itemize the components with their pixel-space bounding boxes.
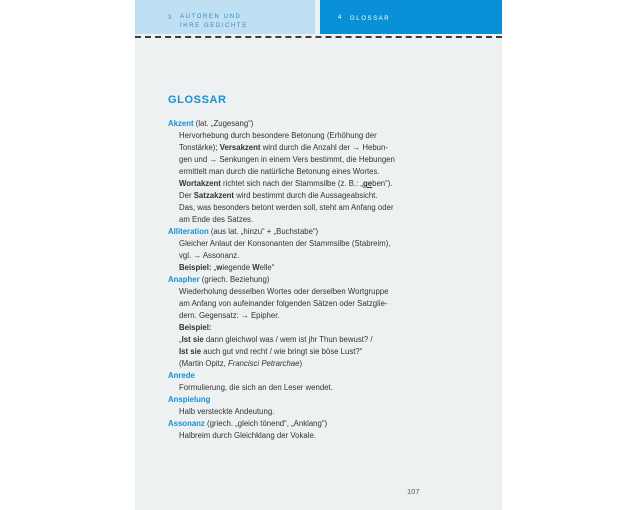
text-span: Hebun- [360,143,388,152]
text-span: Tonstärke); [179,143,218,152]
text-span: Assonanz. [201,251,240,260]
definition-line: Halb versteckte Andeutung. [179,407,275,416]
text-span: ben“). [372,179,393,188]
definition-line [168,154,488,166]
header-divider [135,36,502,38]
term-origin: (aus lat. „hinzu“ + „Buchstabe“) [208,227,319,236]
glossary-entry-alliteration [168,226,488,238]
glossary-entry-anapher [168,274,488,286]
text-span: Epipher. [248,311,280,320]
chapter-tab-number: 4 [338,15,343,21]
glossary-term: Anspielung [168,395,211,404]
text-span: iegende [222,263,253,272]
definition-line: Formulierung, die sich an den Leser wendet. [179,383,333,392]
arrow-icon: → [240,311,249,320]
definition-line: am Ende des Satzes. [179,215,254,224]
definition-line [168,334,488,346]
definition-line: am Anfang von aufeinander folgenden Sätzen oder Satzglie- [179,299,388,308]
text-span: dern. Gegensatz: [179,311,241,320]
page-title: GLOSSAR [168,94,227,106]
text-span: dann gleichwol was / wem ist jhr Thun bewust? / [203,335,373,344]
glossary-entry-assonanz [168,418,488,430]
text-span: elle“ [259,263,275,272]
chapter-tab-title-line1: AUTOREN UND [180,14,242,20]
alliteration-letter: W [252,263,260,272]
term-origin: (griech. Beziehung) [199,275,270,284]
definition-line: Halbreim durch Gleichklang der Vokale. [179,431,316,440]
text-span: Der [179,191,194,200]
text-span: „ [179,335,182,344]
definition-line [168,250,488,262]
bold-term: Wortakzent [179,179,221,188]
term-origin: (lat. „Zugesang“) [193,119,254,128]
page-number: 107 [407,487,420,496]
glossary-entry-akzent [168,118,488,130]
example-label: Beispiel: [179,263,212,272]
alliteration-letter: w [216,263,223,272]
arrow-icon: → [193,251,202,260]
definition-line [168,346,488,358]
chapter-tab-4[interactable] [320,0,502,34]
glossary-term: Akzent [168,119,194,128]
work-title: Francisci Petrarchae [227,359,300,368]
text-span: Senkungen in einem Vers bestimmt, die Hebungen [217,155,395,164]
book-page [135,0,502,510]
text-span: vgl. [179,251,194,260]
glossary-term: Alliteration [168,227,209,236]
arrow-icon: → [352,143,361,152]
text-span: wird durch die Anzahl der [260,143,353,152]
arrow-icon: → [209,155,218,164]
definition-line [168,178,488,190]
glossary-term: Anapher [168,275,200,284]
term-origin: (griech. „gleich tönend“, „Anklang“) [204,419,328,428]
definition-line: Hervorhebung durch besondere Betonung (Erhöhung der [179,131,377,140]
example-label: Beispiel: [179,323,212,332]
definition-line [168,310,488,322]
definition-line: ermittelt man durch die natürliche Betonung eines Wortes. [179,167,380,176]
chapter-tab-title-line2: IHRE GEDICHTE [180,23,248,29]
stressed-syllable: ge [363,179,373,188]
definition-line: Gleicher Anlaut der Konsonanten der Stammsilbe (Stabreim), [179,239,391,248]
glossary-entry-anspielung [168,394,488,406]
definition-line [168,190,488,202]
bold-term: Ist sie [181,335,204,344]
text-span: ) [299,359,303,368]
definition-line: Das, was besonders betont werden soll, steht am Anfang oder [179,203,394,212]
chapter-tab-number: 3 [168,15,173,21]
text-span: „ [211,263,217,272]
bold-term: Satzakzent [193,191,235,200]
glossary-entry-anrede [168,370,488,382]
chapter-tab-3[interactable] [135,0,315,34]
text-span: (Martin Opitz, [179,359,228,368]
definition-line: Wiederholung desselben Wortes oder derselben Wortgruppe [179,287,389,296]
chapter-tab-title: GLOSSAR [350,16,391,22]
bold-term: Versakzent [219,143,261,152]
definition-line [168,358,488,370]
glossary-term: Assonanz [168,419,205,428]
definition-line [168,142,488,154]
glossary-term: Anrede [168,371,195,380]
text-span: richtet sich nach der Stammsilbe (z. B.: „ [220,179,364,188]
definition-line [168,262,488,274]
text-span: wird bestimmt durch die Aussageabsicht. [234,191,378,200]
text-span: gen und [179,155,210,164]
glossary-list [168,118,488,442]
text-span: auch gut vnd recht / wie bringt sie böse Lust?“ [201,347,363,356]
bold-term: Ist sie [179,347,202,356]
